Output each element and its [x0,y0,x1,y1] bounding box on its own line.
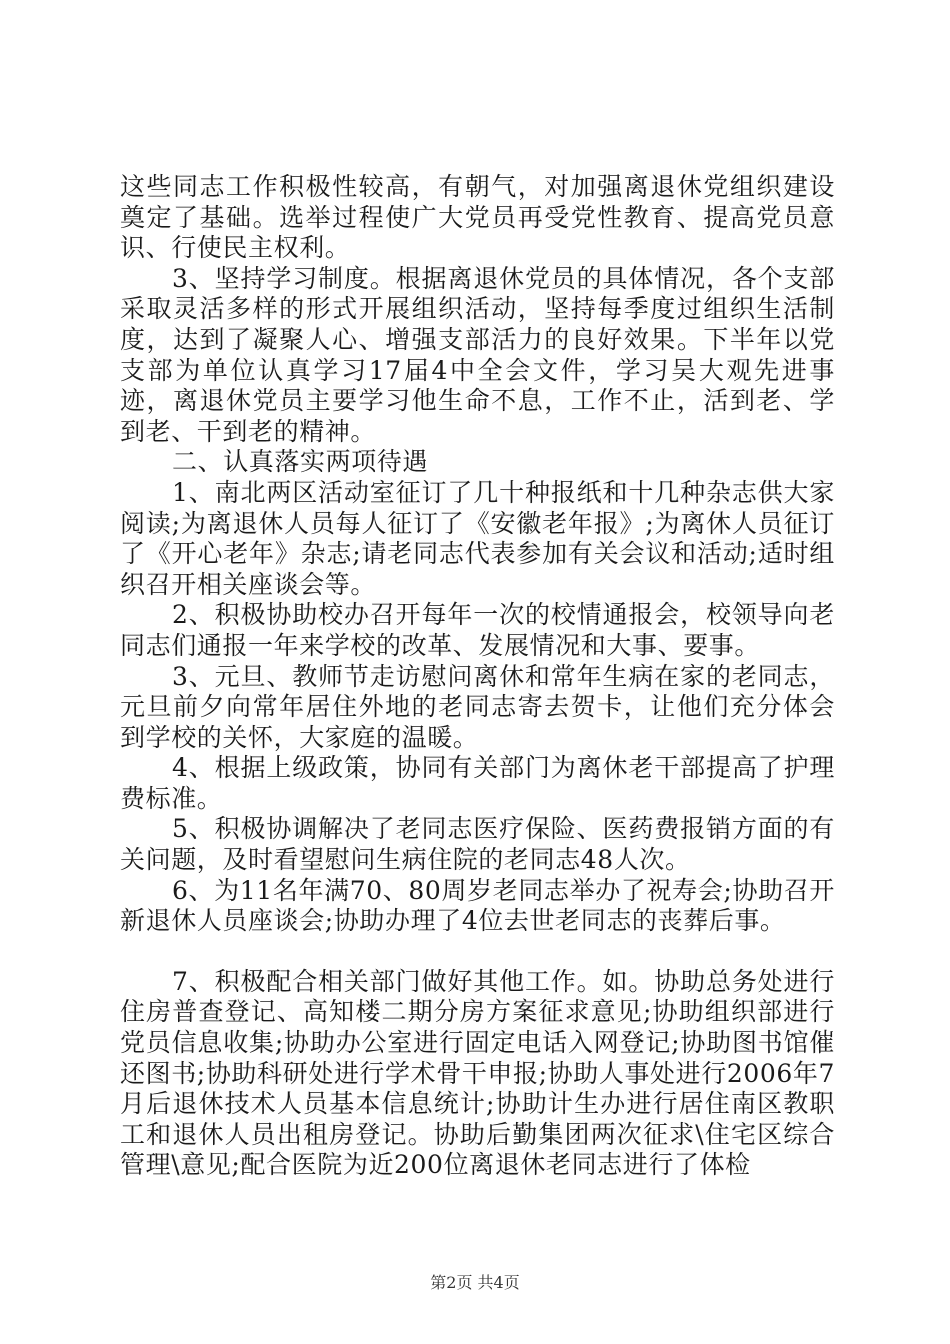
document-body [120,172,835,1181]
paragraph-3: 1、南北两区活动室征订了几十种报纸和十几种杂志供大家阅读;为离退休人员每人征订了《安徽老年报》;为离休人员征订了《开心老年》杂志;请老同志代表参加有关会议和活动;适时组织召开相关座谈会等。 [120,477,835,599]
paragraph-9: 7、积极配合相关部门做好其他工作。如。协助总务处进行住房普查登记、高知楼二期分房方案征求意见;协助组织部进行党员信息收集;协助办公室进行固定电话入网登记;协助图书馆催还图书;协助科研处进行学术骨干申报;协助人事处进行2006年7月后退休技术人员基本信息统计;协助计生办进行居住南区教职工和退休人员出租房登记。协助后勤集团两次征求\住宅区综合管理\意见;配合医院为近200位离退休老同志进行了体检 [120,966,835,1180]
paragraph-1: 这些同志工作积极性较高，有朝气，对加强离退休党组织建设奠定了基础。选举过程使广大党员再受党性教育、提高党员意识、行使民主权利。 [120,172,835,263]
paragraph-8: 6、为11名年满70、80周岁老同志举办了祝寿会;协助召开新退休人员座谈会;协助办理了4位去世老同志的丧葬后事。 [120,875,835,936]
paragraph-7: 5、积极协调解决了老同志医疗保险、医药费报销方面的有关问题，及时看望慰问生病住院的老同志48人次。 [120,814,835,875]
paragraph-5: 3、元旦、教师节走访慰问离休和常年生病在家的老同志，元旦前夕向常年居住外地的老同志寄去贺卡，让他们充分体会到学校的关怀，大家庭的温暖。 [120,661,835,752]
paragraph-6: 4、根据上级政策，协同有关部门为离休老干部提高了护理费标准。 [120,753,835,813]
paragraph-2: 3、坚持学习制度。根据离退休党员的具体情况，各个支部采取灵活多样的形式开展组织活动，坚持每季度过组织生活制度，达到了凝聚人心、增强支部活力的良好效果。下半年以党支部为单位认真学习17届4中全会文件，学习吴大观先进事迹，离退休党员主要学习他生命不息，工作不止，活到老、学到老、干到老的精神。 [120,263,835,446]
paragraph-gap [120,937,835,967]
section-heading: 二、认真落实两项待遇 [172,447,429,477]
page-number-footer: 第2页 共4页 [430,1273,520,1292]
paragraph-4: 2、积极协助校办召开每年一次的校情通报会，校领导向老同志们通报一年来学校的改革、发展情况和大事、要事。 [120,600,835,660]
